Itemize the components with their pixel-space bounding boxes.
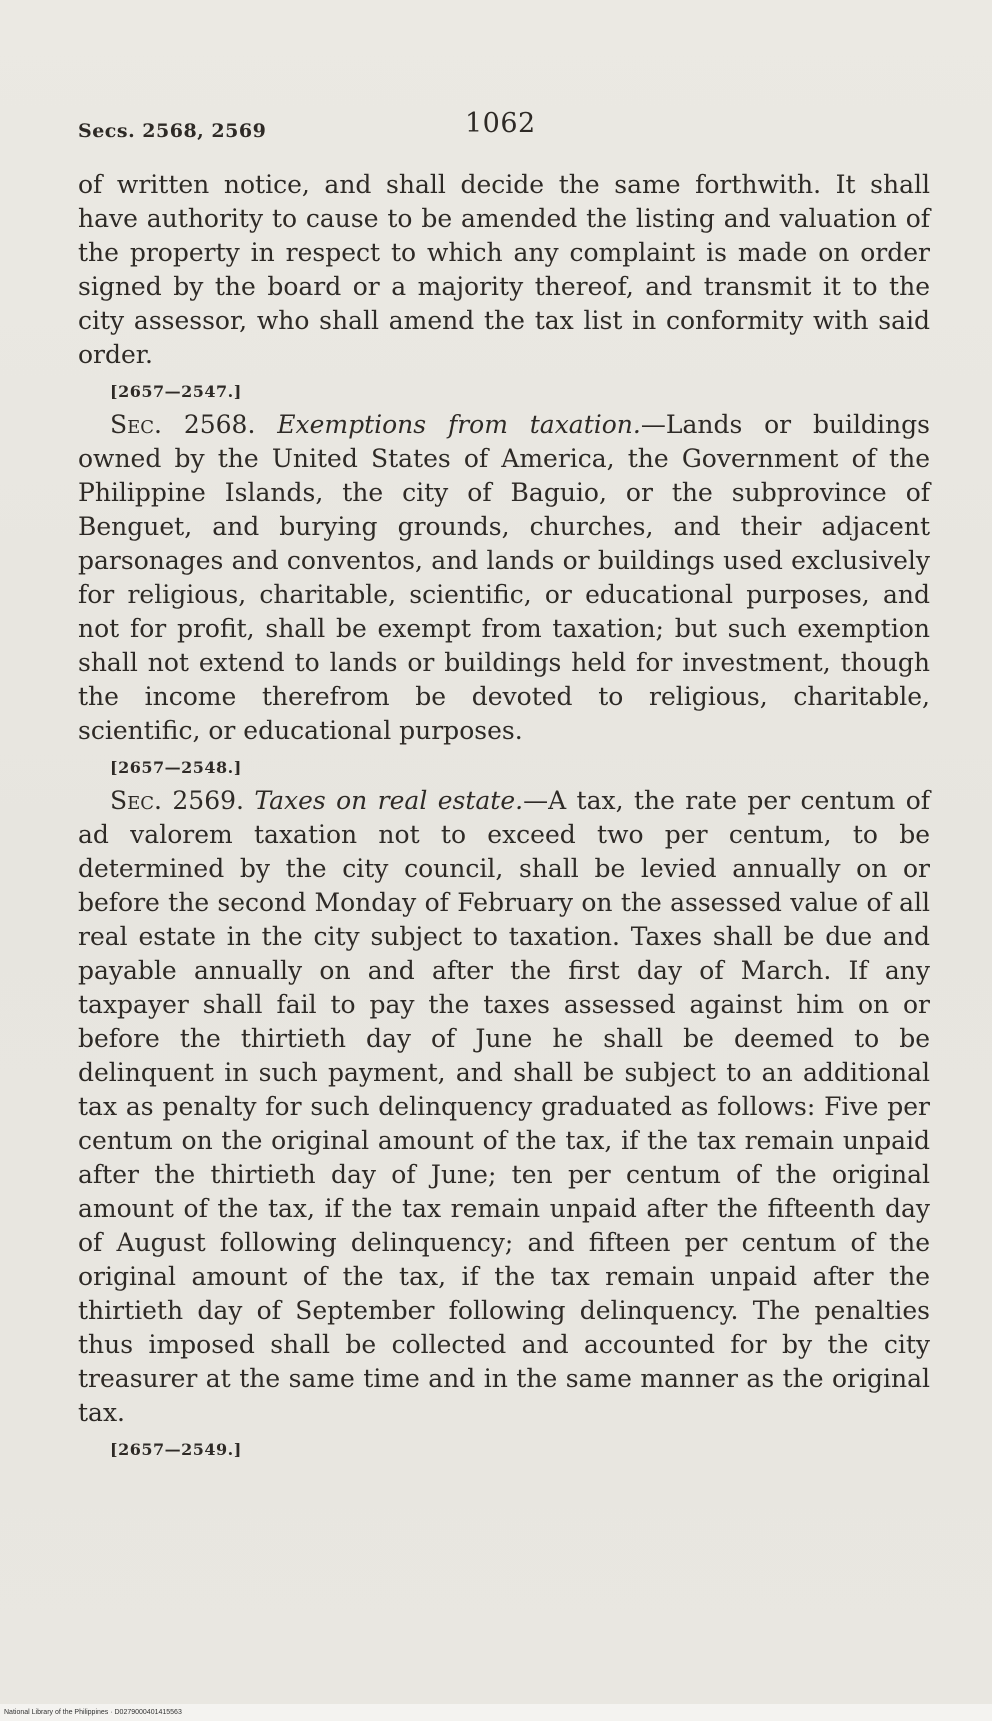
library-footer-strip: National Library of the Philippines · D0279000401415563 (0, 1704, 992, 1721)
section-2568-title: Exemptions from taxation. (277, 410, 641, 439)
citation-2547: [2657—2547.] (110, 382, 242, 401)
citation-2548: [2657—2548.] (110, 758, 242, 777)
body-text (78, 168, 930, 1466)
section-2569 (78, 784, 930, 1430)
section-2569-label: Sec. 2569. (110, 786, 244, 815)
section-2568-text: —Lands or buildings owned by the United States of America, the Government of the Philippine Islands, the city of Baguio, or the subprovince of Benguet, and burying grounds, churches, and their adjacent parsonages and conventos, and lands or buildings used exclusively for religious, charitable, scientific, or educational purposes, and not for profit, shall be exempt from taxation; but such exemption shall not extend to lands or buildings held for investment, though the income therefrom be devoted to religious, charitable, scientific, or educational purposes. (78, 410, 930, 745)
page-number: 1062 (465, 108, 536, 139)
section-reference: Secs. 2568, 2569 (78, 120, 267, 142)
section-2568 (78, 408, 930, 748)
section-2569-title: Taxes on real estate. (254, 786, 524, 815)
continuation-paragraph: of written notice, and shall decide the same forthwith. It shall have authority to cause to be amended the listing and valuation of the property in respect to which any complaint is made on order signed by the board or a majority thereof, and transmit it to the city assessor, who shall amend the tax list in conformity with said order. (78, 170, 930, 369)
section-2568-label: Sec. 2568. (110, 410, 256, 439)
section-2569-text: —A tax, the rate per centum of ad valorem taxation not to exceed two per centum, to be determined by the city council, shall be levied annually on or before the second Monday of February on the assessed value of all real estate in the city subject to taxation. Taxes shall be due and payable annually on and after the first day of March. If any taxpayer shall fail to pay the taxes assessed against him on or before the thirtieth day of June he shall be deemed to be delinquent in such payment, and shall be subject to an additional tax as penalty for such delinquency graduated as follows: Five per centum on the original amount of the tax, if the tax remain unpaid after the thirtieth day of June; ten per centum of the original amount of the tax, if the tax remain unpaid after the fifteenth day of August following delinquency; and fifteen per centum of the original amount of the tax, if the tax remain unpaid after the thirtieth day of September following delinquency. The penalties thus imposed shall be collected and accounted for by the city treasurer at the same time and in the same manner as the original tax. (78, 786, 930, 1427)
running-head (78, 108, 928, 148)
citation-2549: [2657—2549.] (110, 1440, 242, 1459)
